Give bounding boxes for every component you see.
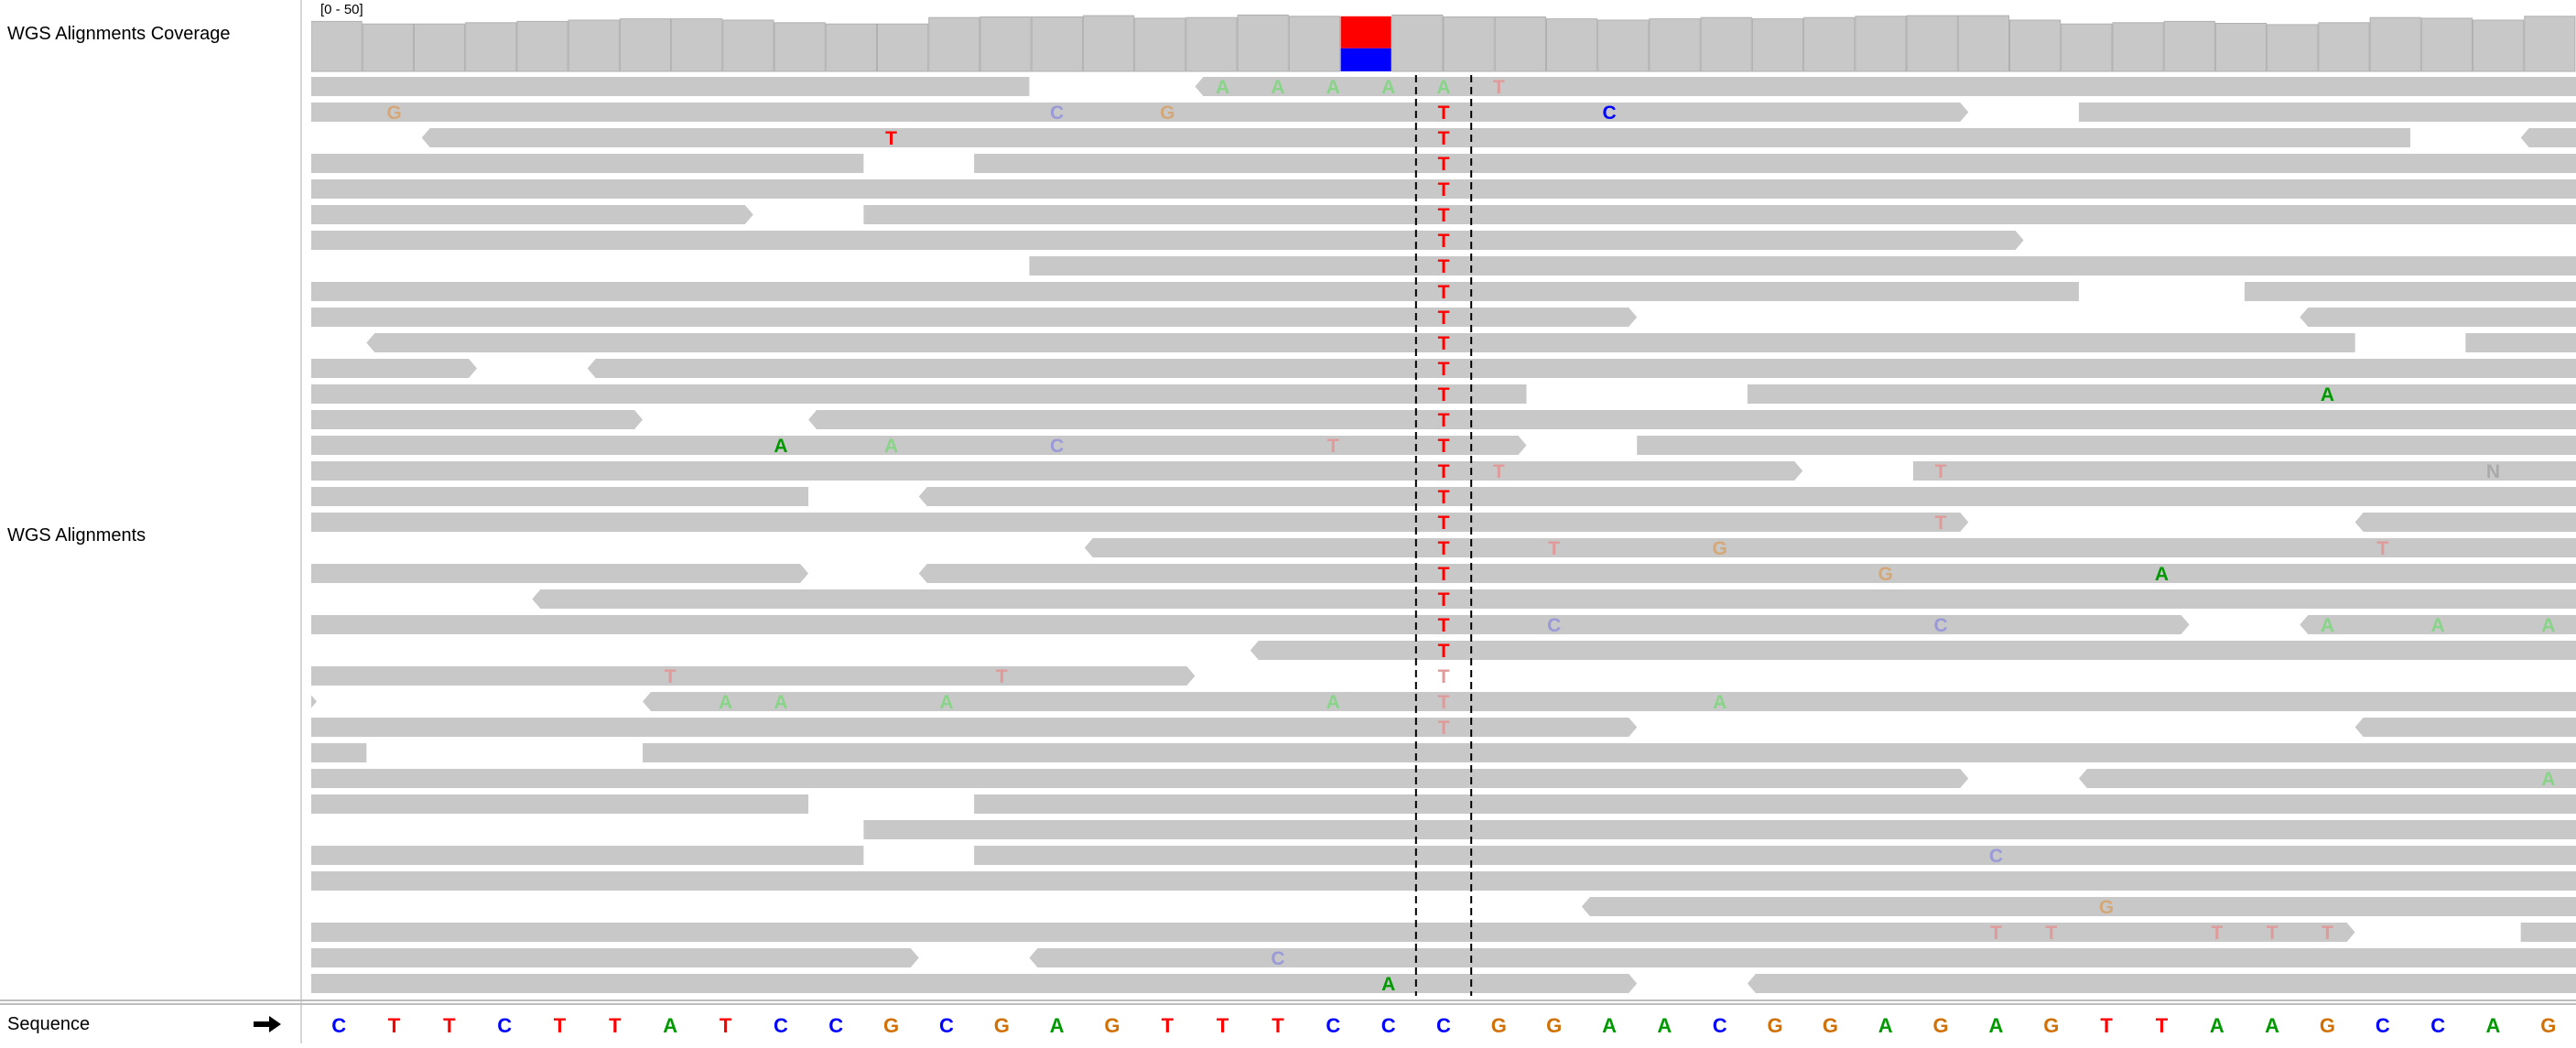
read[interactable] (311, 948, 919, 967)
sequence-base: C (1326, 1014, 1341, 1037)
mismatch-base: T (2266, 923, 2278, 944)
mismatch-base: G (386, 103, 402, 124)
mismatch-base: T (1437, 154, 1450, 175)
coverage-bar[interactable] (1546, 19, 1596, 71)
coverage-bar[interactable] (1083, 16, 1133, 71)
read[interactable] (311, 103, 1968, 122)
mismatch-base: T (1437, 692, 1450, 713)
read[interactable] (311, 205, 753, 224)
alignments-track[interactable] (311, 75, 2576, 996)
read[interactable] (311, 769, 1968, 788)
mismatch-base: G (2098, 897, 2115, 918)
sequence-base: G (2540, 1014, 2557, 1037)
coverage-bar[interactable] (1701, 17, 1751, 71)
sequence-base: G (1767, 1014, 1783, 1037)
coverage-range-label: [0 - 50] (320, 2, 363, 17)
read[interactable] (919, 564, 2576, 583)
read[interactable] (1582, 897, 2576, 916)
mismatch-base: A (939, 692, 954, 713)
mismatch-base: A (718, 692, 733, 713)
mismatch-base: C (1933, 615, 1948, 636)
mismatch-base: T (1437, 308, 1450, 329)
coverage-bar[interactable] (414, 24, 464, 71)
read[interactable] (2355, 718, 2576, 737)
mismatch-base: T (1437, 589, 1450, 610)
mismatch-base: T (1492, 77, 1505, 98)
mismatch-base: T (1437, 615, 1450, 636)
read[interactable] (532, 589, 2576, 609)
read[interactable] (1637, 436, 2576, 455)
reference-sequence[interactable] (311, 1007, 2576, 1043)
mismatch-base: C (1547, 615, 1562, 636)
mismatch-base: A (774, 692, 788, 713)
mismatch-base: C (1271, 948, 1285, 969)
mismatch-base: G (1712, 538, 1727, 559)
read[interactable] (643, 743, 2576, 762)
sequence-base: C (1436, 1014, 1451, 1037)
read[interactable] (1029, 256, 2576, 276)
coverage-bar[interactable] (723, 20, 774, 71)
coverage-bar[interactable] (1752, 19, 1802, 71)
coverage-bar[interactable] (2010, 20, 2061, 71)
sequence-base: C (938, 1014, 954, 1037)
mismatch-base: T (1437, 538, 1450, 559)
sequence-base: T (1216, 1014, 1229, 1037)
coverage-bar[interactable] (1444, 17, 1494, 72)
mismatch-base: T (1437, 718, 1450, 739)
coverage-bar[interactable] (568, 20, 619, 71)
mismatch-base: T (2322, 923, 2333, 944)
read[interactable] (311, 359, 477, 378)
sequence-base: G (1546, 1014, 1563, 1037)
mismatch-base: A (1216, 77, 1230, 98)
coverage-bar-ref[interactable] (1341, 16, 1391, 49)
coverage-bar[interactable] (1598, 20, 1649, 71)
mismatch-base: A (1271, 77, 1285, 98)
sequence-base: A (2209, 1014, 2224, 1037)
sequence-base: A (1988, 1014, 2004, 1037)
read[interactable] (2465, 333, 2576, 352)
read[interactable] (919, 487, 2576, 506)
read[interactable] (2079, 103, 2576, 122)
track-separator (0, 1003, 2576, 1005)
mismatch-base: T (1437, 282, 1450, 303)
mismatch-base: T (1437, 487, 1450, 508)
read[interactable] (311, 974, 1637, 993)
sequence-track[interactable] (311, 1007, 2576, 1043)
coverage-histogram[interactable] (311, 0, 2576, 75)
mismatch-base: T (1437, 461, 1450, 482)
mismatch-base: T (1548, 538, 1561, 559)
coverage-bar[interactable] (929, 17, 980, 71)
read[interactable] (808, 410, 2576, 429)
sequence-base: G (993, 1014, 1010, 1037)
sequence-base: G (883, 1014, 900, 1037)
mismatch-base: A (2541, 769, 2556, 790)
read[interactable] (2079, 769, 2576, 788)
coverage-bar[interactable] (1238, 15, 1288, 71)
read[interactable] (1748, 974, 2576, 993)
sequence-base: G (1932, 1014, 1949, 1037)
coverage-bar[interactable] (466, 23, 516, 71)
read[interactable] (311, 436, 1527, 455)
read[interactable] (311, 231, 2024, 250)
coverage-bar[interactable] (2473, 20, 2524, 71)
coverage-bar[interactable] (1392, 15, 1443, 71)
read[interactable] (311, 282, 2079, 301)
mismatch-base: A (2541, 615, 2556, 636)
mismatch-base: A (1381, 974, 1396, 995)
read[interactable] (311, 692, 317, 711)
sequence-track-label[interactable]: Sequence (7, 1014, 91, 1034)
mismatch-base: T (1437, 410, 1450, 431)
read[interactable] (643, 692, 2576, 711)
read[interactable] (311, 794, 808, 814)
read[interactable] (311, 846, 863, 865)
read[interactable] (974, 794, 2576, 814)
sequence-base: C (828, 1014, 844, 1037)
sequence-base: C (1380, 1014, 1396, 1037)
mismatch-base: T (1492, 461, 1505, 482)
coverage-bar[interactable] (1804, 17, 1855, 71)
sequence-base: G (2319, 1014, 2336, 1037)
coverage-bar[interactable] (1650, 19, 1700, 71)
sequence-base: C (2430, 1014, 2446, 1037)
sequence-base: A (2485, 1014, 2501, 1037)
mismatch-base: A (1381, 77, 1396, 98)
sequence-base: A (2265, 1014, 2280, 1037)
coverage-bar[interactable] (2268, 25, 2318, 71)
read[interactable] (588, 359, 2576, 378)
read[interactable] (311, 410, 643, 429)
mismatch-base: A (2154, 564, 2170, 585)
coverage-bar[interactable] (2215, 24, 2266, 72)
read[interactable] (311, 513, 1968, 532)
coverage-bar[interactable] (2113, 23, 2163, 71)
mismatch-base: T (1934, 461, 1947, 482)
read[interactable] (311, 487, 808, 506)
sequence-base: G (1822, 1014, 1838, 1037)
alignments-track-label[interactable]: WGS Alignments (7, 525, 146, 546)
read[interactable] (974, 846, 2576, 865)
sequence-base: C (2375, 1014, 2390, 1037)
mismatch-base: C (1050, 103, 1065, 124)
mismatch-base: G (1160, 103, 1175, 124)
alignments-view[interactable] (311, 75, 2576, 996)
read[interactable] (1029, 948, 2576, 967)
mismatch-base: A (2320, 384, 2335, 405)
read[interactable] (311, 77, 1029, 96)
mismatch-base: T (1437, 436, 1450, 457)
coverage-bar[interactable] (774, 23, 825, 71)
mismatch-base: A (883, 436, 899, 457)
read[interactable] (311, 615, 2190, 634)
read[interactable] (1195, 77, 2576, 96)
read[interactable] (311, 871, 2576, 891)
mismatch-base: T (1437, 231, 1450, 252)
mismatch-base: T (1437, 384, 1450, 405)
sequence-base: C (1712, 1014, 1727, 1037)
coverage-bar-alt[interactable] (1341, 49, 1391, 71)
coverage-bar[interactable] (517, 21, 568, 71)
coverage-bar[interactable] (1135, 18, 1185, 71)
sequence-base: T (553, 1014, 567, 1037)
coverage-bar[interactable] (1495, 17, 1545, 72)
coverage-bar[interactable] (1032, 17, 1082, 72)
read[interactable] (863, 205, 2576, 224)
coverage-bar[interactable] (2421, 18, 2472, 71)
mismatch-base: C (1988, 846, 2004, 867)
coverage-bar[interactable] (672, 19, 722, 71)
mismatch-base: T (1437, 128, 1450, 149)
read[interactable] (366, 333, 2354, 352)
mismatch-base: A (2430, 615, 2445, 636)
mismatch-base: T (664, 666, 676, 687)
sequence-base: T (1272, 1014, 1284, 1037)
mismatch-base: T (1326, 436, 1339, 457)
mismatch-base: T (1437, 333, 1450, 354)
mismatch-base: T (1437, 103, 1450, 124)
mismatch-base: A (1436, 77, 1451, 98)
mismatch-base: A (1326, 692, 1340, 713)
sequence-base: T (719, 1014, 732, 1037)
sequence-base: G (2043, 1014, 2060, 1037)
read[interactable] (1748, 384, 2576, 404)
track-name-panel (0, 0, 300, 1043)
read[interactable] (974, 154, 2576, 173)
sequence-base: T (609, 1014, 622, 1037)
read[interactable] (1085, 538, 2576, 557)
coverage-bar[interactable] (826, 24, 876, 71)
track-separator (0, 999, 2576, 1001)
sequence-base: T (443, 1014, 456, 1037)
sequence-base: A (1602, 1014, 1617, 1037)
coverage-track-label[interactable]: WGS Alignments Coverage (7, 24, 231, 44)
sequence-base: G (1490, 1014, 1507, 1037)
coverage-bar[interactable] (311, 21, 362, 71)
sequence-base: C (773, 1014, 788, 1037)
mismatch-base: T (2045, 923, 2058, 944)
mismatch-base: T (1437, 359, 1450, 380)
sequence-base: A (1657, 1014, 1672, 1037)
mismatch-base: T (1437, 179, 1450, 200)
coverage-bar[interactable] (1907, 16, 1957, 71)
coverage-bar[interactable] (2319, 23, 2369, 71)
coverage-bar[interactable] (1958, 16, 2008, 71)
sequence-base: C (331, 1014, 347, 1037)
mismatch-base: A (1713, 692, 1727, 713)
read[interactable] (2521, 128, 2576, 147)
mismatch-base: T (1437, 564, 1450, 585)
mismatch-base: T (1437, 205, 1450, 226)
coverage-bar[interactable] (1856, 16, 1906, 71)
mismatch-base: A (2320, 615, 2335, 636)
mismatch-base: C (1050, 436, 1065, 457)
read[interactable] (311, 154, 863, 173)
mismatch-base: A (1326, 77, 1340, 98)
sequence-base: G (1104, 1014, 1120, 1037)
sequence-base: T (387, 1014, 401, 1037)
read[interactable] (1913, 461, 2576, 481)
coverage-bar[interactable] (980, 17, 1031, 72)
coverage-bar[interactable] (1186, 17, 1237, 71)
read[interactable] (2300, 308, 2576, 327)
coverage-track[interactable] (311, 0, 2576, 75)
mismatch-base: G (1878, 564, 1893, 585)
panel-divider (300, 0, 302, 1043)
mismatch-base: T (1934, 513, 1947, 534)
mismatch-base: T (1437, 666, 1450, 687)
mismatch-base: T (1437, 641, 1450, 662)
coverage-bar[interactable] (2370, 17, 2420, 71)
mismatch-base: T (995, 666, 1008, 687)
read[interactable] (2521, 923, 2576, 942)
coverage-bar[interactable] (2062, 24, 2112, 71)
coverage-bar[interactable] (2525, 16, 2575, 71)
mismatch-base: T (1437, 513, 1450, 534)
read[interactable] (311, 564, 808, 583)
sequence-base: A (1878, 1014, 1893, 1037)
sequence-base: T (1161, 1014, 1174, 1037)
sequence-base: A (1049, 1014, 1065, 1037)
coverage-bar[interactable] (620, 19, 670, 71)
read[interactable] (311, 461, 1802, 481)
mismatch-base: C (1602, 103, 1617, 124)
mismatch-base: T (885, 128, 897, 149)
mismatch-base: T (1990, 923, 2002, 944)
strand-arrow-icon[interactable] (253, 1014, 282, 1034)
mismatch-base: A (774, 436, 788, 457)
coverage-bar[interactable] (363, 24, 413, 71)
read[interactable] (311, 743, 366, 762)
read[interactable] (311, 384, 1527, 404)
mismatch-base: N (2485, 461, 2501, 482)
mismatch-base: T (1437, 256, 1450, 277)
sequence-base: T (2100, 1014, 2113, 1037)
sequence-base: C (497, 1014, 513, 1037)
coverage-bar[interactable] (1289, 16, 1339, 71)
read[interactable] (2355, 513, 2576, 532)
sequence-base: A (663, 1014, 678, 1037)
read[interactable] (863, 820, 2576, 839)
read[interactable] (2245, 282, 2576, 301)
sequence-base: T (2155, 1014, 2169, 1037)
coverage-bar[interactable] (2164, 21, 2214, 71)
mismatch-base: T (2376, 538, 2389, 559)
coverage-bar[interactable] (878, 24, 928, 71)
mismatch-base: T (2211, 923, 2224, 944)
read[interactable] (311, 666, 1195, 686)
